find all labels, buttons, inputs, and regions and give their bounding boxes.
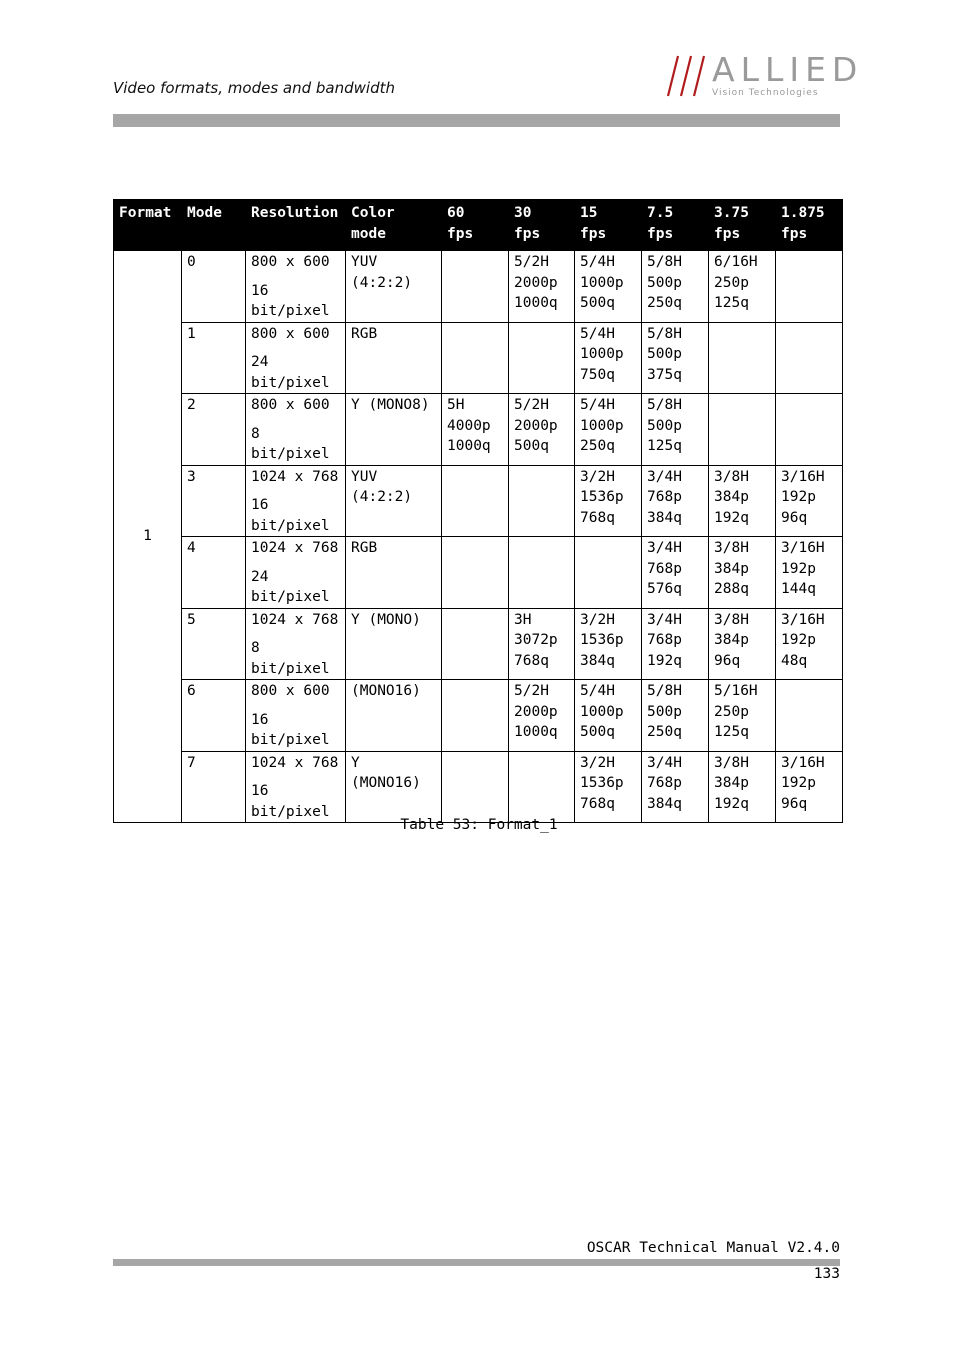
resolution-value: 800 x 600 [251, 254, 330, 270]
fps-cell: 5/16H 250p 125q [709, 680, 776, 752]
resolution-cell [246, 465, 346, 537]
fps-cell [776, 394, 843, 466]
resolution-value: 800 x 600 [251, 397, 330, 413]
fps-cell: 3/16H 192p 96q [776, 465, 843, 537]
fps-cell [709, 394, 776, 466]
fps-cell [442, 537, 509, 609]
resolution-value: 1024 x 768 [251, 611, 339, 628]
column-header: Color mode [346, 200, 442, 251]
format-table [113, 199, 843, 823]
fps-cell: 3/8H 384p 192q [709, 465, 776, 537]
fps-cell: 5H 4000p 1000q [442, 394, 509, 466]
fps-cell: 5/8H 500p 250q [642, 680, 709, 752]
table-row [114, 608, 843, 680]
fps-cell [442, 251, 509, 323]
resolution-value: 1024 x 768 [251, 754, 339, 771]
fps-cell: 3/2H 1536p 768q [575, 465, 642, 537]
bit-depth-value: 16 bit/pixel [251, 282, 330, 319]
bit-depth-value: 16 bit/pixel [251, 783, 330, 820]
fps-cell: 3/8H 384p 288q [709, 537, 776, 609]
footer-rule [113, 1259, 840, 1266]
fps-cell [776, 322, 843, 394]
table-row [114, 251, 843, 323]
page-number: 133 [813, 1266, 840, 1282]
resolution-value: 800 x 600 [251, 683, 330, 699]
table-row [114, 680, 843, 752]
fps-cell: 3/4H 768p 384q [642, 751, 709, 823]
resolution-value: 1024 x 768 [251, 540, 339, 556]
fps-cell: 3/16H 192p 96q [776, 751, 843, 823]
mode-cell: 3 [182, 465, 246, 537]
fps-cell: 5/2H 2000p 500q [509, 394, 575, 466]
color-mode-cell: YUV (4:2:2) [346, 251, 442, 323]
logo-subtitle: Vision Technologies [712, 88, 819, 98]
color-mode-cell: (MONO16) [346, 680, 442, 752]
resolution-cell [246, 537, 346, 609]
column-header: Format [114, 200, 182, 251]
caption-text: Table 53: Format_1 [400, 817, 558, 833]
resolution-value: 1024 x 768 [251, 468, 339, 485]
color-mode-cell: Y (MONO16) [346, 751, 442, 823]
logo-slashes-icon [666, 54, 710, 98]
fps-cell: 3/16H 192p 48q [776, 608, 843, 680]
bit-depth-value: 16 bit/pixel [251, 711, 330, 748]
logo-word: ALLIED [712, 50, 864, 89]
table-row [114, 537, 843, 609]
resolution-cell [246, 680, 346, 752]
fps-cell [509, 537, 575, 609]
resolution-cell [246, 608, 346, 680]
mode-cell: 7 [182, 751, 246, 823]
table-row [114, 322, 843, 394]
table-caption [0, 817, 954, 833]
fps-cell: 3H 3072p 768q [509, 608, 575, 680]
fps-cell [575, 537, 642, 609]
fps-cell [776, 251, 843, 323]
color-mode-cell: RGB [346, 537, 442, 609]
fps-cell: 5/8H 500p 250q [642, 251, 709, 323]
fps-cell: 5/4H 1000p 500q [575, 251, 642, 323]
table-row [114, 394, 843, 466]
table-row [114, 465, 843, 537]
fps-cell: 3/4H 768p 384q [642, 465, 709, 537]
fps-cell: 3/16H 192p 144q [776, 537, 843, 609]
fps-cell [709, 322, 776, 394]
fps-cell: 3/8H 384p 96q [709, 608, 776, 680]
resolution-cell [246, 251, 346, 323]
header-rule [113, 114, 840, 127]
manual-title: OSCAR Technical Manual V2.4.0 [586, 1240, 840, 1256]
column-header: Mode [182, 200, 246, 251]
mode-cell: 1 [182, 322, 246, 394]
fps-cell [442, 608, 509, 680]
color-mode-cell: YUV (4:2:2) [346, 465, 442, 537]
column-header: 7.5 fps [642, 200, 709, 251]
color-mode-cell: Y (MONO8) [346, 394, 442, 466]
fps-cell: 5/2H 2000p 1000q [509, 680, 575, 752]
column-header: 15 fps [575, 200, 642, 251]
bit-depth-value: 24 bit/pixel [251, 568, 330, 605]
bit-depth-value: 8 bit/pixel [251, 425, 330, 462]
fps-cell [442, 322, 509, 394]
fps-cell: 3/2H 1536p 768q [575, 751, 642, 823]
table-header-row [114, 200, 843, 251]
fps-cell: 5/4H 1000p 750q [575, 322, 642, 394]
bit-depth-value: 16 bit/pixel [251, 497, 330, 534]
fps-cell: 5/8H 500p 125q [642, 394, 709, 466]
mode-cell: 6 [182, 680, 246, 752]
fps-cell [442, 465, 509, 537]
bit-depth-value: 24 bit/pixel [251, 354, 330, 391]
bit-depth-value: 8 bit/pixel [251, 640, 330, 677]
mode-cell: 0 [182, 251, 246, 323]
mode-cell: 4 [182, 537, 246, 609]
resolution-cell [246, 322, 346, 394]
fps-cell: 5/4H 1000p 250q [575, 394, 642, 466]
fps-cell: 3/2H 1536p 384q [575, 608, 642, 680]
column-header: Resolution [246, 200, 346, 251]
column-header: 1.875 fps [776, 200, 843, 251]
fps-cell [442, 751, 509, 823]
fps-cell: 6/16H 250p 125q [709, 251, 776, 323]
resolution-value: 800 x 600 [251, 325, 330, 342]
fps-cell [509, 465, 575, 537]
color-mode-cell: RGB [346, 322, 442, 394]
fps-cell [776, 680, 843, 752]
format-cell: 1 [114, 251, 182, 823]
fps-cell: 3/8H 384p 192q [709, 751, 776, 823]
fps-cell: 5/8H 500p 375q [642, 322, 709, 394]
resolution-cell [246, 751, 346, 823]
fps-cell: 3/4H 768p 576q [642, 537, 709, 609]
mode-cell: 2 [182, 394, 246, 466]
fps-cell: 3/4H 768p 192q [642, 608, 709, 680]
color-mode-cell: Y (MONO) [346, 608, 442, 680]
fps-cell: 5/4H 1000p 500q [575, 680, 642, 752]
fps-cell: 5/2H 2000p 1000q [509, 251, 575, 323]
fps-cell [509, 322, 575, 394]
column-header: 60 fps [442, 200, 509, 251]
allied-logo [662, 50, 864, 100]
resolution-cell [246, 394, 346, 466]
section-title: Video formats, modes and bandwidth [113, 79, 395, 97]
column-header: 30 fps [509, 200, 575, 251]
fps-cell [509, 751, 575, 823]
column-header: 3.75 fps [709, 200, 776, 251]
fps-cell [442, 680, 509, 752]
mode-cell: 5 [182, 608, 246, 680]
table-row [114, 751, 843, 823]
